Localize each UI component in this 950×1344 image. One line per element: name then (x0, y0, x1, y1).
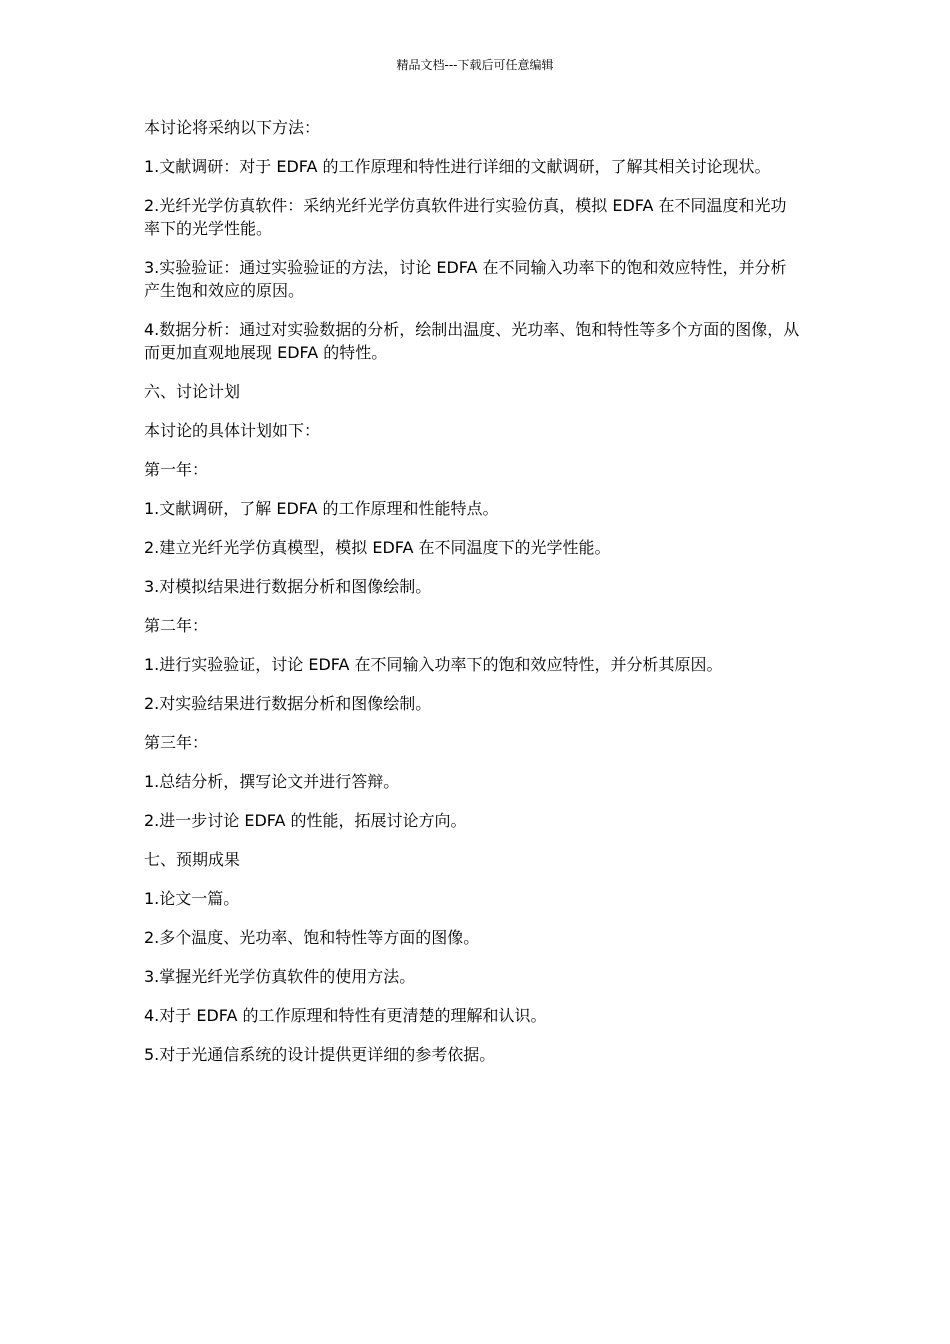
plan-year-1-item-2: 2.建立光纤光学仿真模型，模拟 EDFA 在不同温度下的光学性能。 (144, 538, 611, 557)
plan-year-1-heading: 第一年： (144, 460, 209, 479)
paragraph-plan-intro: 本讨论的具体计划如下： (144, 421, 321, 440)
outcome-item-5: 5.对于光通信系统的设计提供更详细的参考依据。 (144, 1045, 496, 1064)
paragraph-method-analysis: 4.数据分析：通过对实验数据的分析，绘制出温度、光功率、饱和特性等多个方面的图像，从而更加直观地展现 EDFA 的特性。 (144, 320, 800, 362)
section-heading-plan: 六、讨论计划 (144, 382, 241, 401)
outcome-item-3: 3.掌握光纤光学仿真软件的使用方法。 (144, 967, 416, 986)
outcome-item-2: 2.多个温度、光功率、饱和特性等方面的图像。 (144, 928, 480, 947)
outcome-item-1: 1.论文一篇。 (144, 889, 240, 908)
plan-year-3-item-1: 1.总结分析，撰写论文并进行答辩。 (144, 772, 400, 791)
plan-year-2-item-1: 1.进行实验验证，讨论 EDFA 在不同输入功率下的饱和效应特性，并分析其原因。 (144, 655, 723, 674)
paragraph-methods-intro: 本讨论将采纳以下方法： (144, 118, 321, 137)
plan-year-2-item-2: 2.对实验结果进行数据分析和图像绘制。 (144, 694, 432, 713)
outcome-item-4: 4.对于 EDFA 的工作原理和特性有更清楚的理解和认识。 (144, 1006, 547, 1025)
plan-year-3-item-2: 2.进一步讨论 EDFA 的性能，拓展讨论方向。 (144, 811, 467, 830)
plan-year-2-heading: 第二年： (144, 616, 209, 635)
paragraph-method-simulation: 2.光纤光学仿真软件：采纳光纤光学仿真软件进行实验仿真，模拟 EDFA 在不同温度和光功率下的光学性能。 (144, 196, 787, 238)
plan-year-3-heading: 第三年： (144, 733, 209, 752)
page-header: 精品文档---下载后可任意编辑 (396, 58, 554, 72)
paragraph-method-literature: 1.文献调研：对于 EDFA 的工作原理和特性进行详细的文献调研，了解其相关讨论现状。 (144, 157, 771, 176)
paragraph-method-experiment: 3.实验验证：通过实验验证的方法，讨论 EDFA 在不同输入功率下的饱和效应特性，并分析产生饱和效应的原因。 (144, 258, 787, 300)
plan-year-1-item-3: 3.对模拟结果进行数据分析和图像绘制。 (144, 577, 432, 596)
section-heading-outcomes: 七、预期成果 (144, 850, 241, 869)
document-body (144, 116, 800, 1082)
plan-year-1-item-1: 1.文献调研，了解 EDFA 的工作原理和性能特点。 (144, 499, 499, 518)
